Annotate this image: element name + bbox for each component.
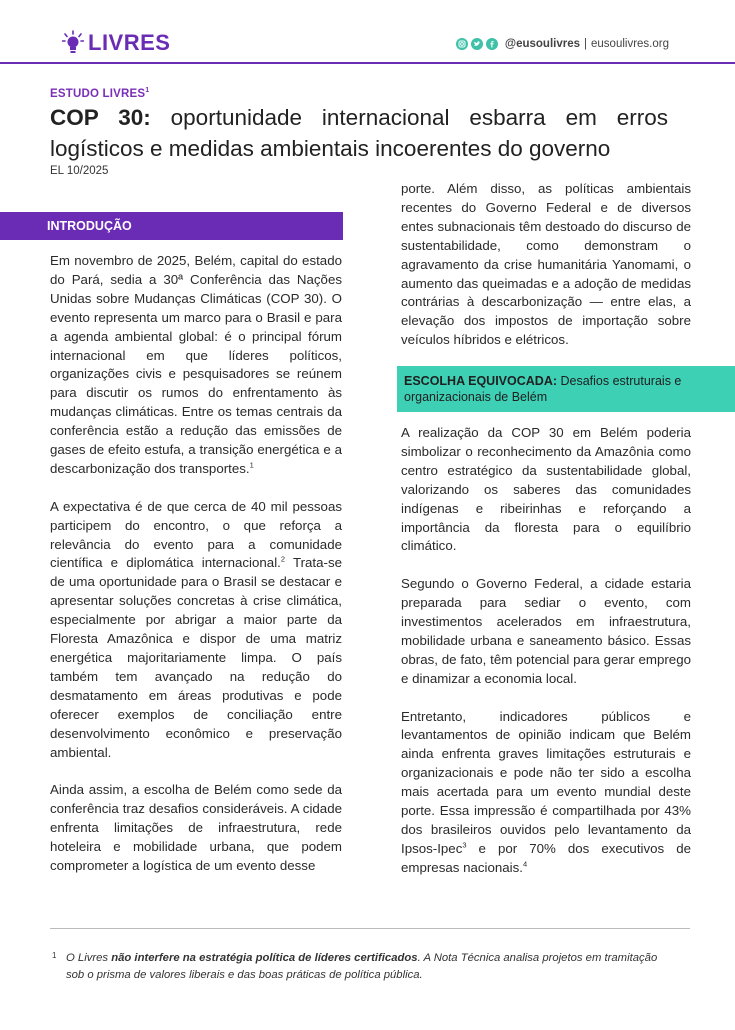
paragraph-text: Em novembro de 2025, Belém, capital do estado do Pará, sedia a 30ª Conferência das Nações Unidas sobre Mudanças Climáticas (COP 30). O evento representa um marco para o Brasil e para a agenda ambiental global: é o principal fórum internacional em que líderes políticos, organizações civis e pesquisadores se reúnem para discutir os rumos do enfrentamento às mudanças climáticas. Entre os temas centrais da conferência estão a redução das emissões de gases de efeito estufa, a transição energética e a descarbonização dos transportes. xyxy=(50,253,342,476)
title-bold: COP 30: xyxy=(50,105,151,130)
kicker-text: ESTUDO LIVRES xyxy=(50,87,146,100)
escolha-heading-text xyxy=(404,373,735,405)
page-header xyxy=(0,0,735,64)
intro-heading-text: INTRODUÇÃO xyxy=(47,219,132,233)
separator: | xyxy=(584,38,588,50)
title-rest: oportunidade internacional esbarra em erros logísticos e medidas ambientais incoerentes do governo xyxy=(50,105,668,161)
edition-code: EL 10/2025 xyxy=(50,165,109,177)
livres-logo xyxy=(62,30,170,56)
paragraph-text: Trata-se de uma oportunidade para o Brasil se destacar e apresentar soluções concretas à crise climática, especialmente por abrigar a maior parte da Floresta Amazônica e dispor de uma matriz energética majoritariamente limpa. O país também tem avançado na redução do desmatamento em áreas produtivas e pode oferecer exemplos de conciliação entre desenvolvimento econômico e preservação ambiental. xyxy=(50,555,342,760)
paragraph-text: A expectativa é de que cerca de 40 mil pessoas participem do encontro, o que reforça a relevância do evento para a comunidade científica e diplomática internacional. xyxy=(50,498,342,571)
footnote-ref[interactable]: 1 xyxy=(249,460,254,470)
footnote-ref[interactable]: 1 xyxy=(145,87,150,94)
study-kicker xyxy=(50,87,149,100)
paragraph: Segundo o Governo Federal, a cidade estaria preparada para sediar o evento, com investimentos acelerados em infraestrutura, mobilidade urbana e saneamento básico. Essas obras, de fato, têm potencial para gerar emprego e dinamizar a economia local. xyxy=(401,576,691,686)
logo-text: LIVRES xyxy=(88,30,171,55)
footnote-bold: não interfere na estratégia política de líderes certificados xyxy=(111,952,418,964)
paragraph xyxy=(50,252,342,479)
footnote xyxy=(52,950,676,983)
paragraph xyxy=(50,498,342,763)
left-column xyxy=(50,252,342,895)
footnote-text: O Livres xyxy=(66,952,112,964)
footnote-divider xyxy=(50,928,690,929)
footnote-number: 1 xyxy=(52,951,57,960)
paragraph-text: Entretanto, indicadores públicos e levantamentos de opinião indicam que Belém ainda enfrenta graves limitações estruturais e organizacionais e pode não ter sido a escolha mais acertada para um evento mundial deste porte. Essa impressão é compartilhada por 43% dos brasileiros ouvidos pelo levantamento da Ipsos-Ipec xyxy=(401,708,691,856)
heading-rest: Desafios estruturais e organizacionais de Belém xyxy=(404,374,682,404)
website-link[interactable]: eusoulivres.org xyxy=(591,38,669,50)
footnote-ref[interactable]: 2 xyxy=(280,555,286,565)
footnote-text: . A Nota Técnica analisa projetos em tramitação sob o prisma de valores liberais e das boas práticas de política pública. xyxy=(66,952,658,981)
paragraph: Ainda assim, a escolha de Belém como sede da conferência traz desafios consideráveis. A cidade enfrenta limitações de infraestrutura, rede hoteleira e mobilidade urbana, que podem comprometer a logística de um evento desse xyxy=(50,782,342,873)
right-column-escolha xyxy=(401,424,691,897)
instagram-icon[interactable] xyxy=(456,38,468,50)
section-heading-escolha xyxy=(397,366,735,412)
paragraph: A realização da COP 30 em Belém poderia simbolizar o reconhecimento da Amazônia como centro estratégico da sustentabilidade global, valorizando os saberes das comunidades indígenas e ribeirinhas e reforçando a importância da floresta para o equilíbrio climático. xyxy=(401,425,691,554)
lightbulb-icon xyxy=(62,30,84,56)
page-title xyxy=(50,102,668,164)
footnote-ref[interactable]: 4 xyxy=(522,859,528,869)
facebook-icon[interactable] xyxy=(486,38,498,50)
header-divider xyxy=(0,62,735,64)
paragraph xyxy=(401,708,691,878)
paragraph-text: e por 70% dos executivos de empresas nacionais. xyxy=(401,840,691,875)
right-column xyxy=(401,180,691,369)
footnote-ref[interactable]: 3 xyxy=(462,840,467,850)
social-links xyxy=(456,38,669,50)
paragraph: porte. Além disso, as políticas ambientais recentes do Governo Federal e de diversos entes subnacionais têm destoado do discurso de sustentabilidade, como demonstram o agravamento da crise humanitária Yanomami, o aumento das queimadas e a adoção de medidas contrárias à descarbonização — entre elas, a elevação dos impostos de importação sobre veículos híbridos e elétricos. xyxy=(401,181,691,348)
social-handle[interactable]: @eusoulivres xyxy=(504,38,581,50)
section-heading-intro xyxy=(0,212,343,240)
heading-bold: ESCOLHA EQUIVOCADA: xyxy=(404,374,558,388)
twitter-icon[interactable] xyxy=(471,38,483,50)
